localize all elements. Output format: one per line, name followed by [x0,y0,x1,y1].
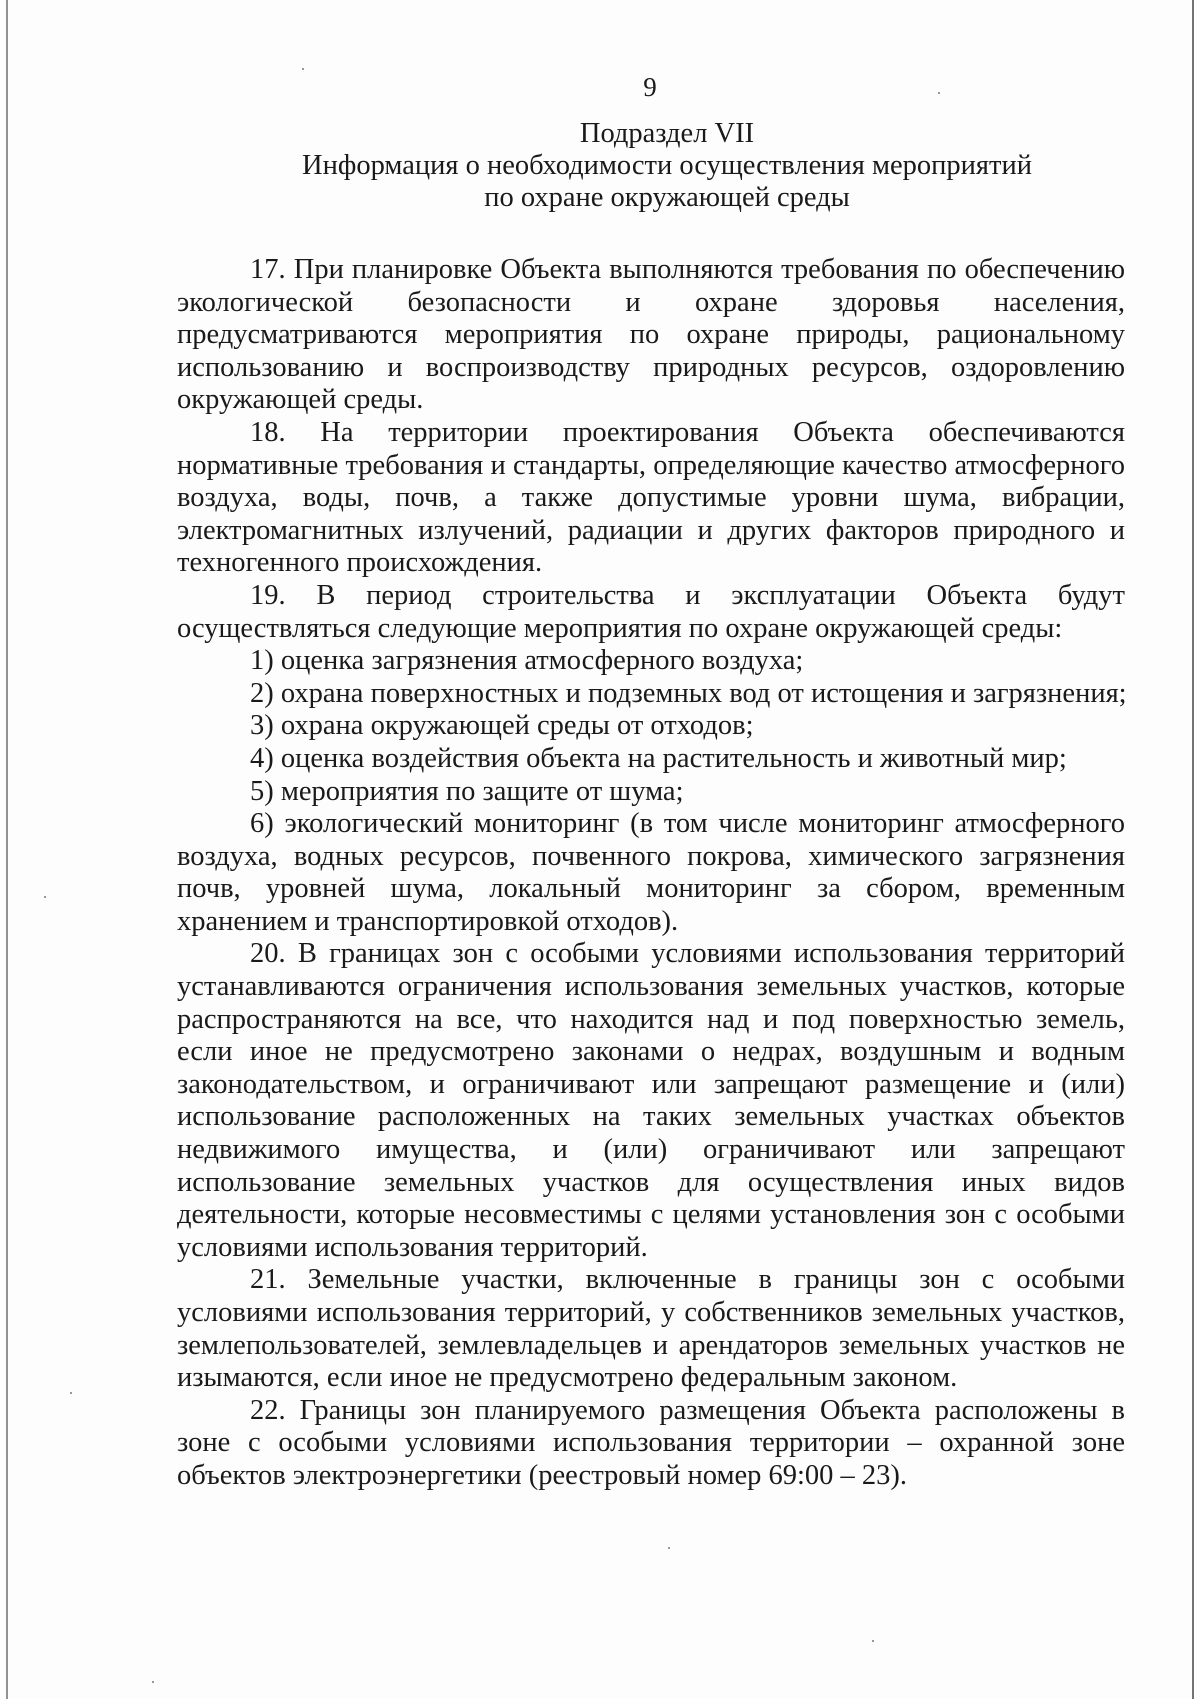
list-item-5: 5) мероприятия по защите от шума; [250,775,684,807]
scan-speck [70,1392,72,1394]
scan-speck [872,1640,874,1642]
scan-speck [44,896,46,898]
page-number: 9 [643,72,657,102]
scan-speck [302,68,304,70]
paragraph-17: 17. При планировке Объекта выполняются требования по обеспечению экологической безопасности и охране здоровья населения, предусматриваются мероприятия по охране природы, рациональному использованию и воспроизводству природных ресурсов, оздоровлению окружающей среды. [177,254,1125,416]
scan-speck [152,1681,154,1683]
scan-edge-left [6,0,8,1699]
list-item-4: 4) оценка воздействия объекта на растительность и животный мир; [250,742,1067,774]
list-item-6: 6) экологический мониторинг (в том числе мониторинг атмосферного воздуха, водных ресурсов, почвенного покрова, химического загрязнения почв, уровней шума, локальный мониторинг за сбором, временным хранением и транспортировкой отходов). [177,808,1125,937]
list-item-2: 2) охрана поверхностных и подземных вод от истощения и загрязнения; [250,677,1127,709]
heading-subsection: Подраздел VII [579,118,755,149]
heading-title-line-2: по охране окружающей среды [484,182,850,213]
paragraph-20: 20. В границах зон с особыми условиями использования территорий устанавливаются ограничения использования земельных участков, которые распространяются на все, что находится над и под поверхностью земель, если иное не предусмотрено законами о недрах, воздушным и водным законодательством, и ограничивают или запрещают размещение и (или) использование расположенных на таких земельных участках объектов недвижимого имущества, и (или) ограничивают или запрещают использование земельных участков для осуществления иных видов деятельности, которые несовместимы с целями установления зон с особыми условиями использования территорий. [177,938,1125,1263]
heading-title-line-1: Информация о необходимости осуществления мероприятий [302,150,1032,181]
document-content [177,118,1125,1493]
document-body [177,254,1125,1493]
scan-edge-right [1192,0,1194,1699]
paragraph-21: 21. Земельные участки, включенные в границы зон с особыми условиями использования территорий, у собственников земельных участков, землепользователей, землевладельцев и арендаторов земельных участков не изымаются, если иное не предусмотрено федеральным законом. [177,1264,1125,1394]
list-item-1: 1) оценка загрязнения атмосферного воздуха; [250,645,804,677]
paragraph-22: 22. Границы зон планируемого размещения Объекта расположены в зоне с особыми условиями использования территории – охранной зоне объектов электроэнергетики (реестровый номер 69:00 – 23). [177,1394,1125,1491]
section-heading [161,118,1173,214]
paragraph-18: 18. На территории проектирования Объекта обеспечиваются нормативные требования и стандарты, определяющие качество атмосферного воздуха, воды, почв, а также допустимые уровни шума, вибрации, электромагнитных излучений, радиации и других факторов природного и техногенного происхождения. [177,416,1125,579]
scan-speck [668,1547,670,1549]
list-item-3: 3) охрана окружающей среды от отходов; [250,710,754,742]
paragraph-19: 19. В период строительства и эксплуатации Объекта будут осуществляться следующие мероприятия по охране окружающей среды: [177,579,1125,644]
